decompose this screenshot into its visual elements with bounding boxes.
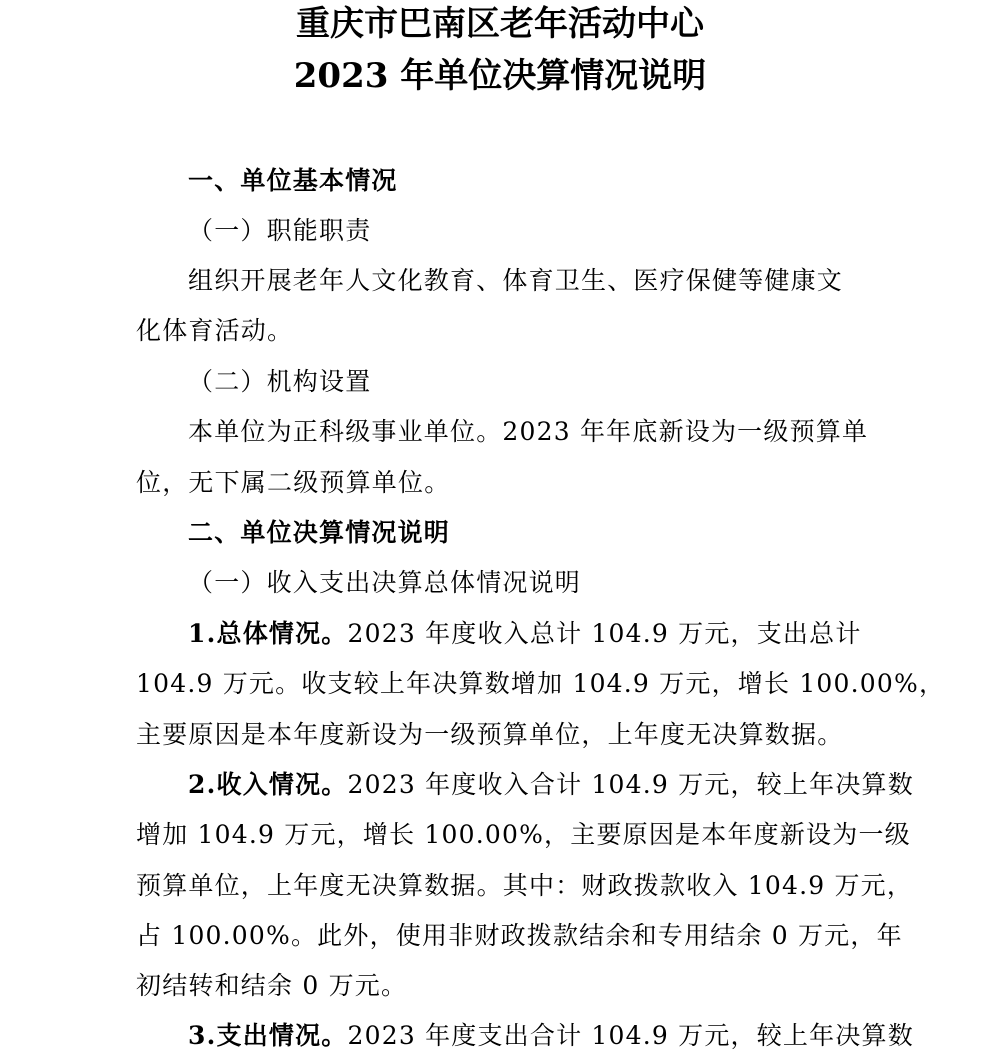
expense-line-1-text: 2023 年度支出合计 104.9 万元，较上年决算数: [347, 1021, 914, 1050]
section-1-heading: 一、单位基本情况: [188, 166, 398, 195]
income-lead: 2.收入情况。: [188, 770, 348, 799]
section-2-heading: 二、单位决算情况说明: [188, 518, 451, 547]
structure-text-line-1: 本单位为正科级事业单位。2023 年年底新设为一级预算单: [188, 417, 869, 446]
document-title-line-2: 2023 年单位决算情况说明: [293, 56, 707, 96]
section-1-sub-1-heading: （一）职能职责: [188, 216, 372, 245]
income-paragraph-line-1: [188, 768, 914, 802]
overall-paragraph-line-2: 104.9 万元。收支较上年决算数增加 104.9 万元，增长 100.00%，: [136, 669, 946, 698]
expense-paragraph-line-1: [188, 1019, 914, 1053]
expense-lead: 3.支出情况。: [188, 1021, 348, 1050]
income-paragraph-line-5: 初结转和结余 0 万元。: [136, 971, 408, 1000]
income-paragraph-line-2: 增加 104.9 万元，增长 100.00%，主要原因是本年度新设为一级: [136, 820, 911, 849]
overall-lead: 1.总体情况。: [188, 619, 348, 648]
duties-text-line-1: 组织开展老年人文化教育、体育卫生、医疗保健等健康文: [188, 266, 844, 295]
income-paragraph-line-3: 预算单位，上年度无决算数据。其中：财政拨款收入 104.9 万元，: [136, 871, 914, 900]
section-1-sub-2-heading: （二）机构设置: [188, 367, 372, 396]
income-line-1-text: 2023 年度收入合计 104.9 万元，较上年决算数: [347, 770, 914, 799]
duties-text-line-2: 化体育活动。: [136, 316, 294, 345]
overall-paragraph-line-3: 主要原因是本年度新设为一级预算单位，上年度无决算数据。: [136, 720, 844, 749]
document-title-line-1: 重庆市巴南区老年活动中心: [296, 4, 704, 44]
section-2-sub-1-heading: （一）收入支出决算总体情况说明: [188, 568, 582, 597]
overall-paragraph-line-1: [188, 617, 862, 651]
income-paragraph-line-4: 占 100.00%。此外，使用非财政拨款结余和专用结余 0 万元，年: [136, 921, 903, 950]
overall-line-1-text: 2023 年度收入总计 104.9 万元，支出总计: [347, 619, 862, 648]
structure-text-line-2: 位，无下属二级预算单位。: [136, 468, 451, 497]
